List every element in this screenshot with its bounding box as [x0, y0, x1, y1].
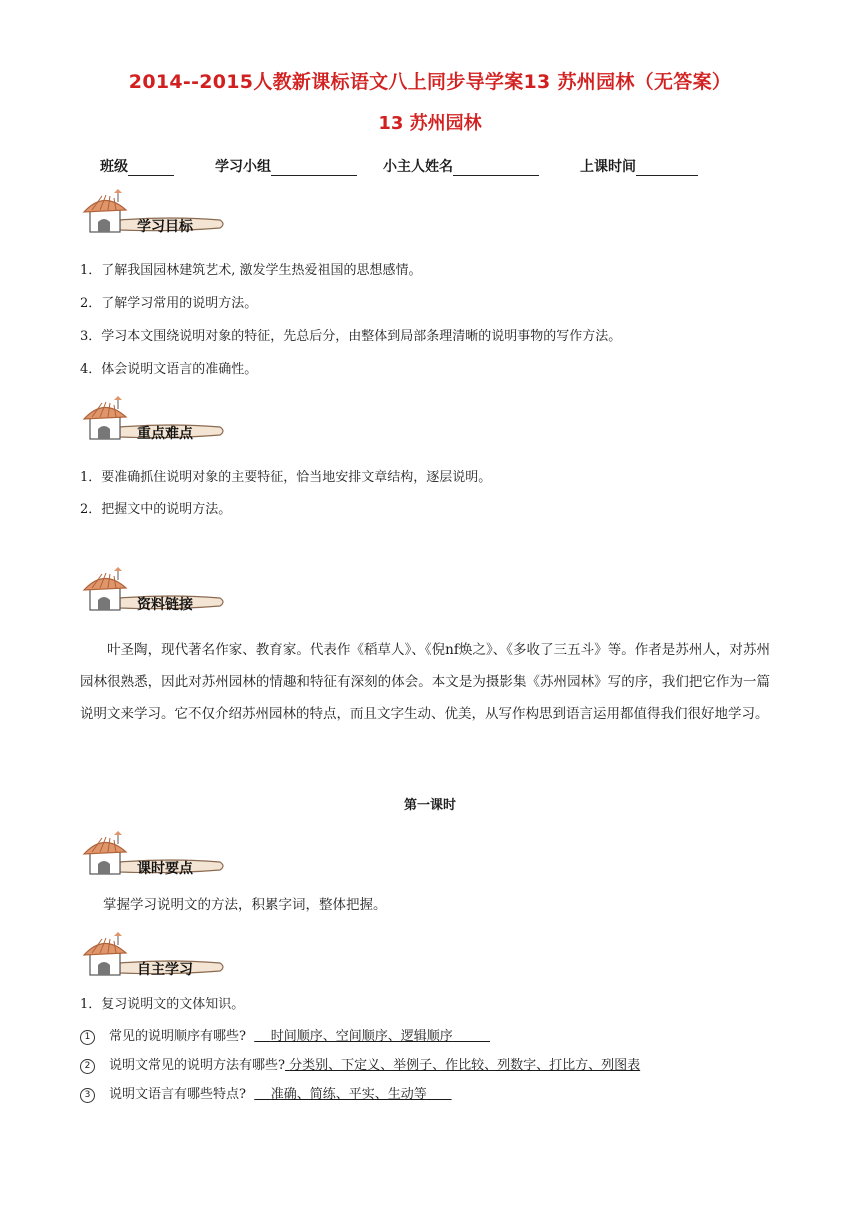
class-blank[interactable] [128, 160, 174, 176]
goal-item: 4．体会说明文语言的准确性。 [80, 362, 258, 377]
key-point-item: 1．要准确抓住说明对象的主要特征，恰当地安排文章结构，逐层说明。 [80, 470, 492, 485]
time-label: 上课时间 [580, 159, 636, 175]
name-label: 小主人姓名 [383, 159, 453, 175]
question-row [80, 1057, 640, 1075]
self-study-intro: 1．复习说明文的文体知识。 [80, 997, 245, 1012]
time-blank[interactable] [636, 160, 698, 176]
section-header-key-points [80, 395, 230, 449]
goal-item: 3．学习本文围绕说明对象的特征，先总后分，由整体到局部条理清晰的说明事物的写作方法。 [80, 329, 622, 344]
resource-text: 叶圣陶，现代著名作家、教育家。代表作《稻草人》、《倪nf焕之》、《多收了三五斗》等。作者是苏州人，对苏州园林很熟悉，因此对苏州园林的情趣和特征有深刻的体会。本文是为摄影集《苏州园林》写的序，我们把它作为一篇说明文来学习。它不仅介绍苏州园林的特点，而且文字生动、优美，从写作构思到语言运用都值得我们很好地学习。 [80, 642, 770, 722]
question-row [80, 1086, 452, 1104]
section-label: 重点难点 [137, 426, 193, 442]
lesson-points-text: 掌握学习说明文的方法，积累字词，整体把握。 [103, 897, 387, 913]
key-point-item: 2．把握文中的说明方法。 [80, 502, 232, 517]
lesson-heading: 13 苏州园林 [378, 113, 482, 134]
question-number: 2 [80, 1059, 95, 1074]
question-row [80, 1028, 490, 1046]
question-text: 说明文语言有哪些特点? [109, 1087, 246, 1102]
section-label: 资料链接 [137, 597, 193, 613]
document-title: 2014--2015人教新课标语文八上同步导学案13 苏州园林（无答案） [128, 71, 732, 93]
answer-text: 分类别、下定义、举例子、作比较、列数字、打比方、列图表 [289, 1058, 641, 1073]
name-blank[interactable] [453, 160, 539, 176]
class-field [100, 156, 174, 176]
section-label: 学习目标 [137, 219, 193, 235]
answer-text: 准确、简练、平实、生动等 [270, 1087, 427, 1102]
answer-text: 时间顺序、空间顺序、逻辑顺序 [270, 1029, 453, 1044]
question-text: 说明文常见的说明方法有哪些? [109, 1058, 285, 1073]
group-field [215, 156, 357, 176]
section-header-goals [80, 188, 230, 242]
name-field [383, 156, 539, 176]
section-label: 课时要点 [137, 861, 193, 877]
goal-item: 2．了解学习常用的说明方法。 [80, 296, 258, 311]
section-header-lesson-points [80, 830, 230, 884]
section-label: 自主学习 [137, 962, 193, 978]
class-label: 班级 [100, 159, 128, 175]
section-header-self-study [80, 931, 230, 985]
question-text: 常见的说明顺序有哪些? [109, 1029, 246, 1044]
question-number: 1 [80, 1030, 95, 1045]
question-number: 3 [80, 1088, 95, 1103]
goal-item: 1．了解我国园林建筑艺术, 激发学生热爱祖国的思想感情。 [80, 263, 422, 278]
time-field [580, 156, 698, 176]
group-blank[interactable] [271, 160, 357, 176]
group-label: 学习小组 [215, 159, 271, 175]
section-header-resources [80, 566, 230, 620]
resource-paragraph [80, 634, 770, 730]
lesson-title: 第一课时 [403, 798, 456, 813]
